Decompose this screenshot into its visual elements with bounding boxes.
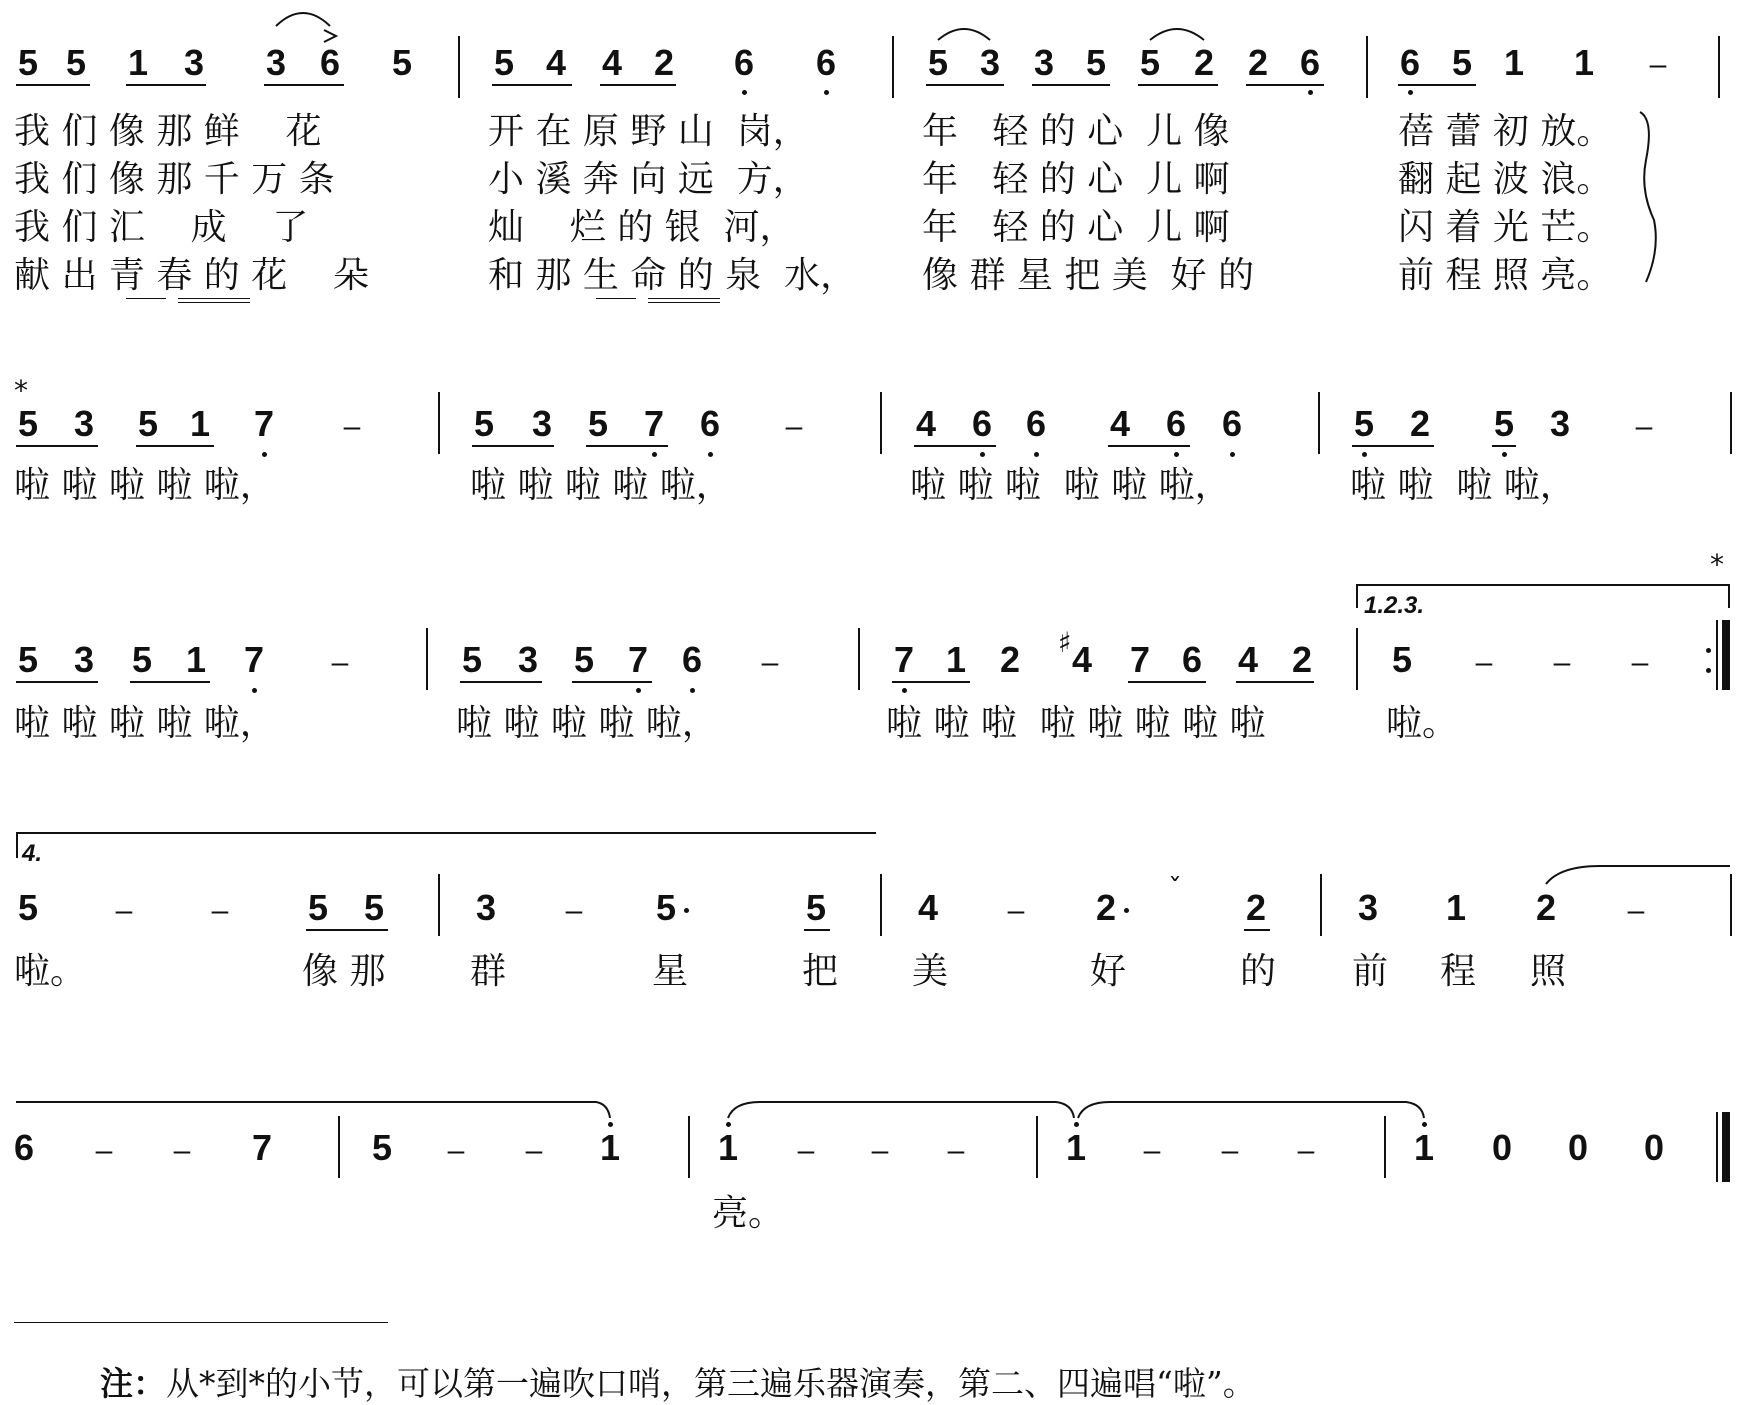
note: 5 [17, 403, 39, 444]
note: 2 [653, 42, 675, 83]
note: 6 [319, 42, 341, 83]
note: 3 [531, 403, 553, 444]
note: 6 [699, 403, 721, 444]
note: 3 [73, 639, 95, 680]
note: 3 [73, 403, 95, 444]
note: 5 [371, 1127, 393, 1168]
footnote-rule [14, 1322, 388, 1323]
note: 3 [1357, 887, 1379, 928]
note: 5 [1493, 403, 1515, 444]
note: 3 [475, 887, 497, 928]
note: 5 [927, 42, 949, 83]
note: 3 [1033, 42, 1055, 83]
note: 2 [1245, 887, 1267, 928]
note: 1 [1573, 42, 1595, 83]
note: 3 [979, 42, 1001, 83]
note: 5 [805, 887, 827, 928]
note: 2 [1247, 42, 1269, 83]
note: 2 [1409, 403, 1431, 444]
note: 4 [1109, 403, 1131, 444]
note: 5 [1353, 403, 1375, 444]
note: 5 [17, 887, 39, 928]
note: 6 [1299, 42, 1321, 83]
note: 5 [1085, 42, 1107, 83]
note: 5 [473, 403, 495, 444]
note: 5 [1451, 42, 1473, 83]
note: 5 [655, 887, 677, 928]
note: 2 [1291, 639, 1313, 680]
note: 6 [1165, 403, 1187, 444]
note: 7 [253, 403, 275, 444]
note: 6 [1221, 403, 1243, 444]
note: 3 [517, 639, 539, 680]
note: 2 [1535, 887, 1557, 928]
note: 6 [13, 1127, 35, 1168]
footnote: 注：从*到*的小节，可以第一遍吹口哨，第三遍乐器演奏，第二、四遍唱“啦”。 [100, 1364, 1256, 1403]
note: 6 [733, 42, 755, 83]
note: 2 [1095, 887, 1117, 928]
note: 1 [717, 1127, 739, 1168]
note: 5 [17, 639, 39, 680]
note: 1 [1503, 42, 1525, 83]
note: 7 [1129, 639, 1151, 680]
note: 5 [493, 42, 515, 83]
note: 6 [1181, 639, 1203, 680]
note: 6 [971, 403, 993, 444]
note: 4 [917, 887, 939, 928]
note: 7 [893, 639, 915, 680]
volta-4: 4. [22, 840, 43, 867]
note: 5 [131, 639, 153, 680]
note: 6 [681, 639, 703, 680]
note: 0 [1491, 1127, 1513, 1168]
note: 1 [185, 639, 207, 680]
note: 4 [1071, 639, 1093, 680]
repeat-star: * [14, 374, 28, 407]
extension-dash: – [1649, 48, 1667, 81]
note: 3 [265, 42, 287, 83]
note: 1 [127, 42, 149, 83]
volta-1-2-3: 1.2.3. [1364, 592, 1425, 619]
note: 4 [545, 42, 567, 83]
note: 5 [587, 403, 609, 444]
note: 1 [945, 639, 967, 680]
note: 5 [137, 403, 159, 444]
note: 0 [1567, 1127, 1589, 1168]
note: 3 [183, 42, 205, 83]
note: 1 [1065, 1127, 1087, 1168]
note: 5 [17, 42, 39, 83]
note: 5 [65, 42, 87, 83]
note: 5 [307, 887, 329, 928]
note: 5 [363, 887, 385, 928]
breath-mark: ˇ [1168, 872, 1182, 905]
sharp-sign: ♯ [1058, 626, 1072, 659]
jianpu-score: 5 5 1 3 3 6 5 5 4 4 2 6 6 5 3 3 5 5 2 2 6 6 5 1 1 – 我 们 像 那 鲜 花 开 在 原 野 山 岗， 年 轻 的 心 儿 像 蓓 蕾 初 放。 我 们 像 那 千 万 条 小 溪 奔 向 远 方， 年 轻 的 心 儿 啊 翻 起 波 浪。 我 们 汇 成 了 灿 烂 的 银 河， 年 轻 的 心 儿 啊 闪 着 光 芒。 献 出 青 春 的 花 朵 和 那 生 命 的 泉 水， 像 群 星 把 美 好 的 前 程 照 亮。 * 5 3 5 1 7 – 5 3 5 7 6 – 4 6 6 4 6 6 5 2 5 3 – 啦 啦 啦 啦 啦， 啦 啦 啦 啦 啦， 啦 啦 啦 啦 啦 啦， 啦 啦 啦 啦， 1.2.3. * 5 3 5 1 7 – 5 3 5 7 6 – 7 1 2 ♯ 4 7 6 4 2 5 – – – 啦 啦 啦 啦 啦， 啦 啦 啦 啦 啦， 啦 啦 啦 啦 啦 啦 啦 啦 啦。 4. 5 – – 5 5 3 – 5 5 4 – 2 ˇ 2 3 1 2 – 啦。 像 那 群 星 把 美 好 的 前 程 照 6 – – 7 5 – – 1 1 – – – 1 – – – 1 0 0 0 亮。 注：从*到*的小节，可以第一遍吹口哨，第三遍乐器演奏，第二、四遍唱“啦”。 [0, 0, 1738, 1402]
note: 1 [1413, 1127, 1435, 1168]
repeat-star: * [1710, 548, 1724, 581]
note: 4 [915, 403, 937, 444]
note: 6 [815, 42, 837, 83]
note: 4 [1237, 639, 1259, 680]
note: 3 [1549, 403, 1571, 444]
note: 2 [1193, 42, 1215, 83]
note: 5 [1139, 42, 1161, 83]
note: 6 [1025, 403, 1047, 444]
note: 1 [1445, 887, 1467, 928]
note: 5 [391, 42, 413, 83]
note: 7 [251, 1127, 273, 1168]
note: 1 [189, 403, 211, 444]
note: 1 [599, 1127, 621, 1168]
note: 7 [627, 639, 649, 680]
note: 7 [643, 403, 665, 444]
note: 2 [999, 639, 1021, 680]
note: 4 [601, 42, 623, 83]
note: 0 [1643, 1127, 1665, 1168]
note: 6 [1399, 42, 1421, 83]
note: 5 [1391, 639, 1413, 680]
note: 5 [461, 639, 483, 680]
note: 5 [573, 639, 595, 680]
note: 7 [243, 639, 265, 680]
